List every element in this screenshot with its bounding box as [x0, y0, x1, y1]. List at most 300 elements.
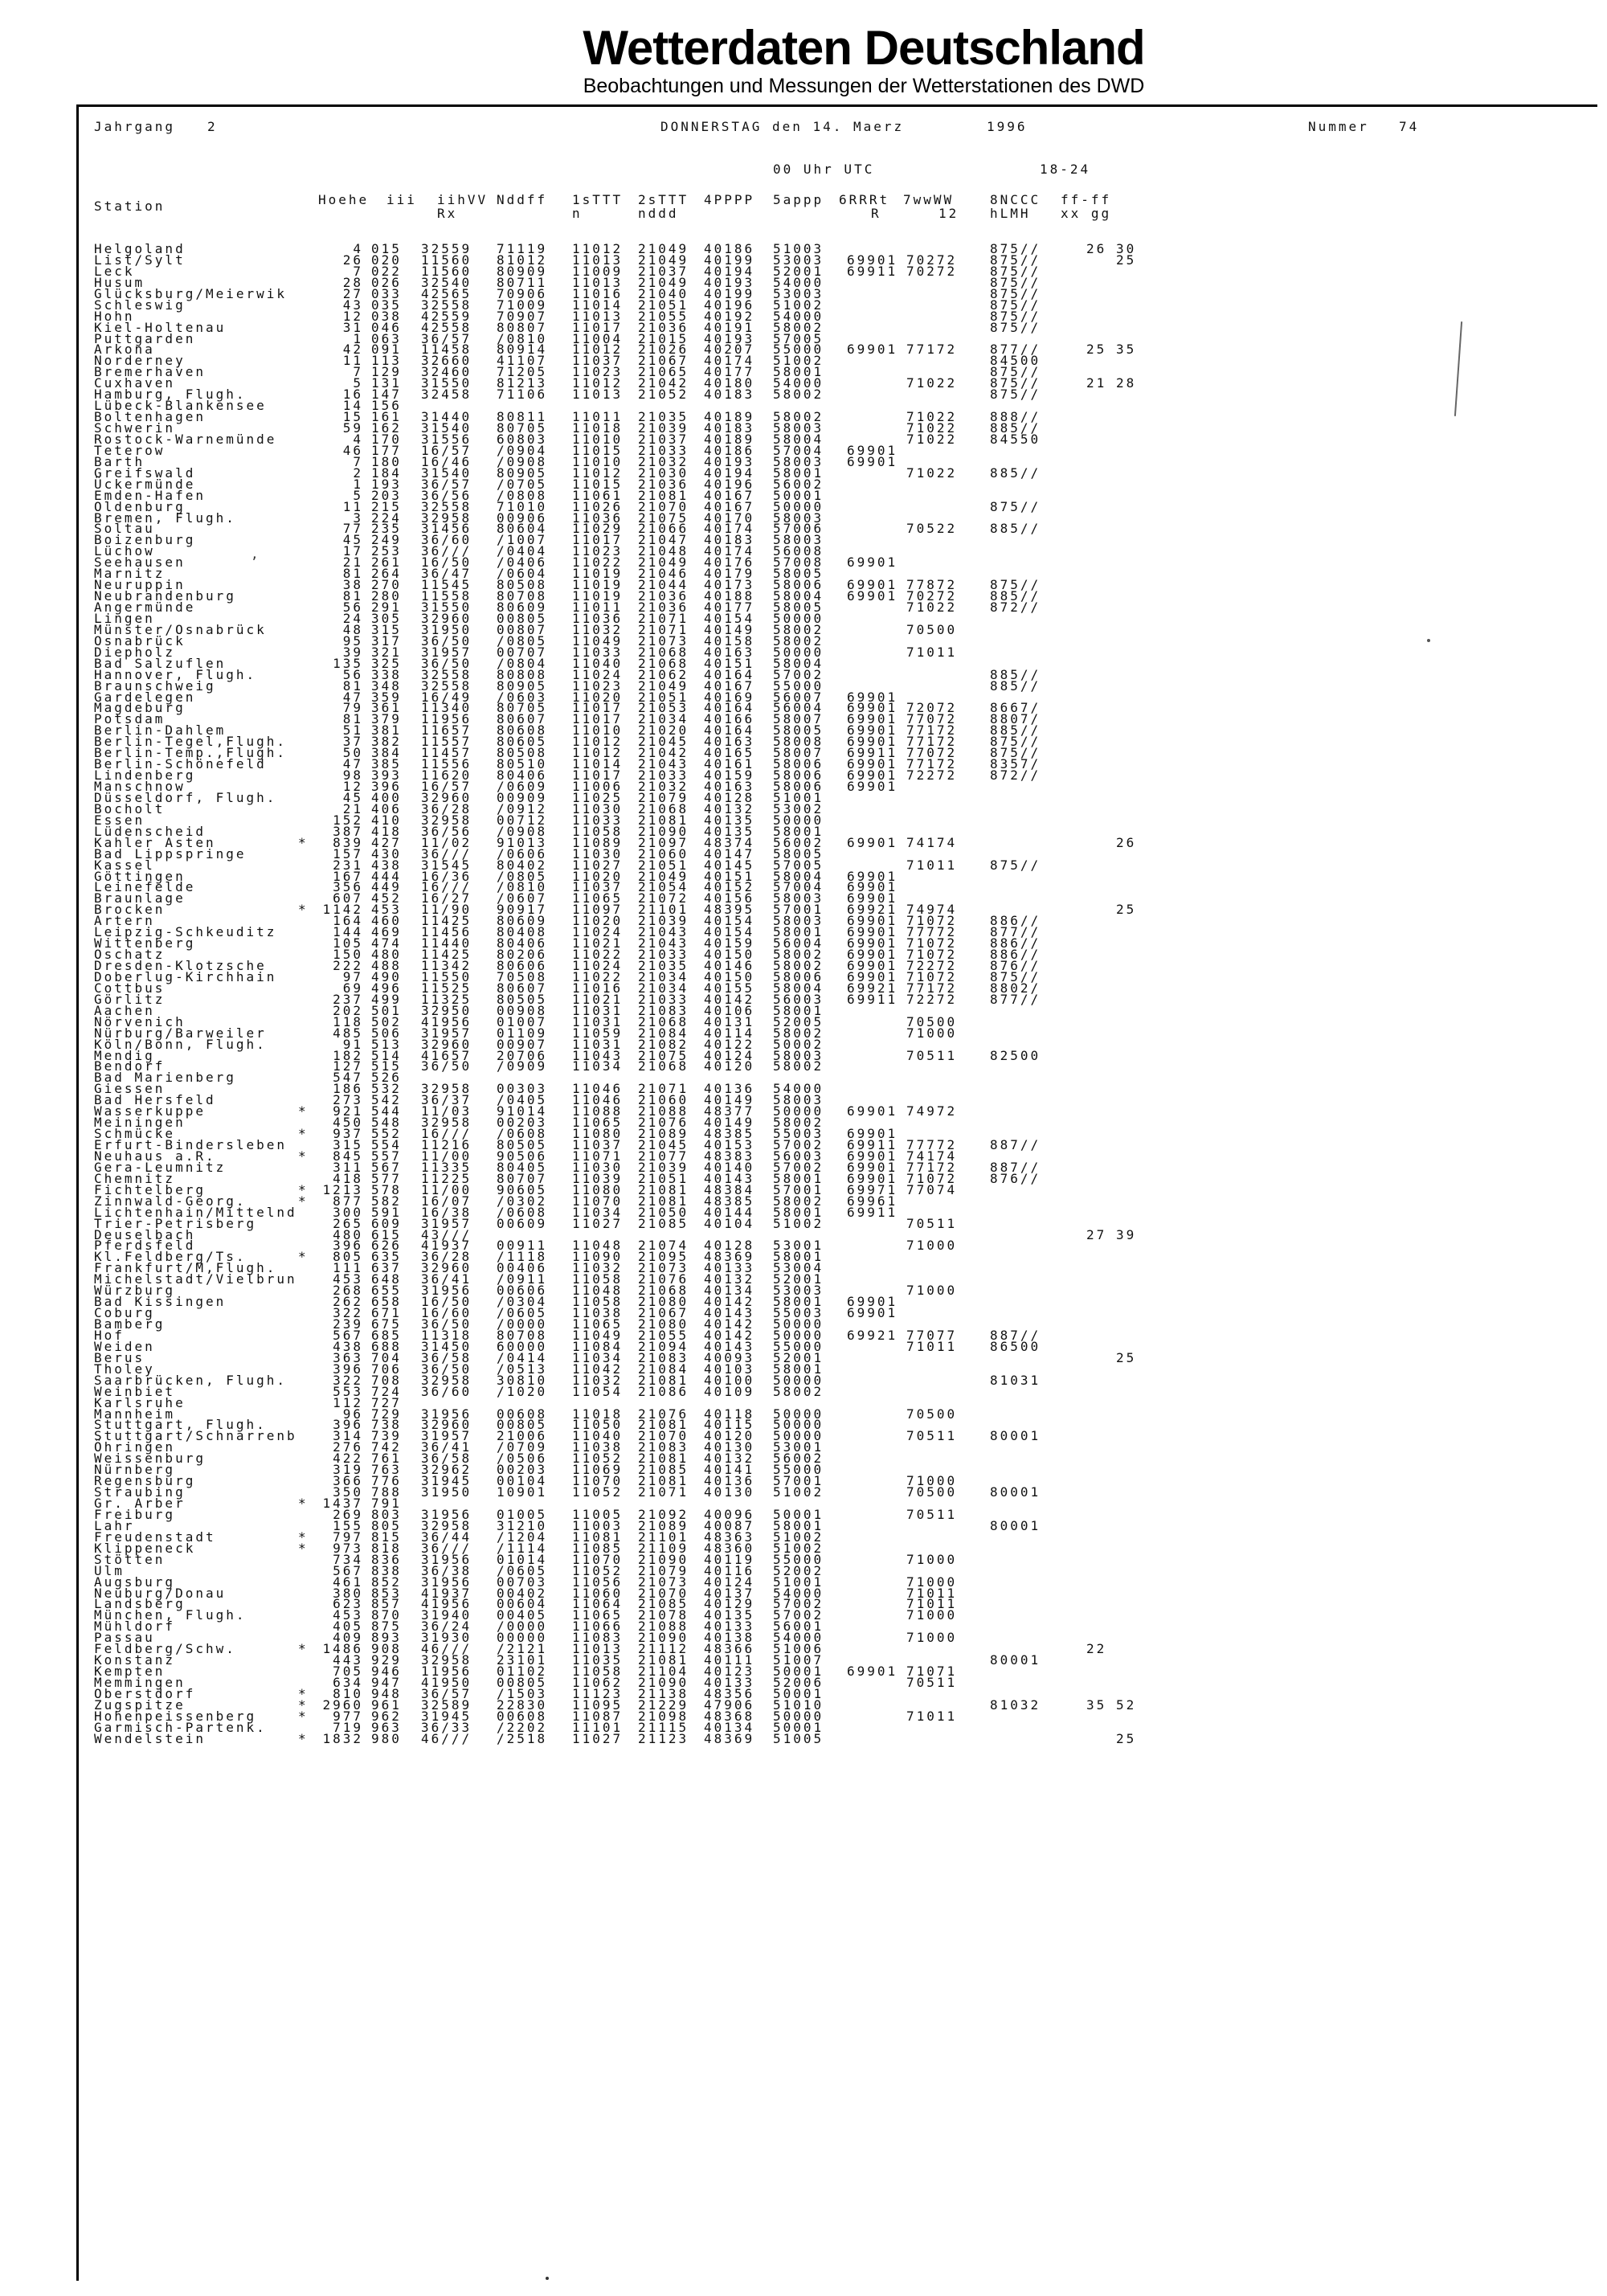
group-ihvv: 41657: [421, 1047, 472, 1063]
station-id: 496: [371, 980, 402, 996]
station-height: 45: [342, 532, 363, 548]
group-2sttt: 21042: [638, 745, 689, 761]
col-8nccc: 8NCCC: [990, 192, 1041, 207]
group-nddff: /1020: [497, 1383, 548, 1399]
group-1sttt: 11032: [572, 1372, 624, 1388]
group-5appp: 58005: [773, 566, 824, 582]
station-id: 552: [371, 1126, 402, 1142]
station-name: Teterow: [94, 442, 166, 458]
group-ihvv: 36/44: [421, 1529, 472, 1545]
station-name: Neuruppin: [94, 577, 186, 593]
group-ihvv: 11335: [421, 1159, 472, 1175]
group-2sttt: 21101: [638, 902, 689, 918]
station-name: Lüchow: [94, 543, 155, 559]
group-nddff: /0302: [497, 1193, 548, 1209]
station-name: Aachen: [94, 1002, 155, 1018]
group-nddff: 01102: [497, 1664, 548, 1680]
group-ihvv: 32950: [421, 1002, 472, 1018]
mountain-marker: *: [298, 1685, 309, 1701]
group-1sttt: 11005: [572, 1506, 624, 1522]
group-5appp: 51002: [773, 1529, 824, 1545]
group-5appp: 55000: [773, 1338, 824, 1354]
station-id: 384: [371, 745, 402, 761]
group-8nccc: 877//: [990, 991, 1041, 1007]
station-name: Lüdenscheid: [94, 823, 206, 839]
group-2sttt: 21101: [638, 1529, 689, 1545]
station-height: 152: [333, 812, 363, 828]
station-id: 215: [371, 498, 402, 514]
group-ihvv: 36/50: [421, 1361, 472, 1377]
group-nddff: 80606: [497, 958, 548, 973]
group-5appp: 56008: [773, 543, 824, 559]
station-height: 418: [333, 1170, 363, 1186]
group-8nccc: 888//: [990, 409, 1041, 425]
group-5appp: 56004: [773, 700, 824, 716]
group-5appp: 58006: [773, 767, 824, 784]
group-1sttt: 11058: [572, 1294, 624, 1310]
group-1sttt: 11012: [572, 465, 624, 481]
group-4pppp: 40193: [704, 453, 755, 469]
group-4pppp: 40133: [704, 1675, 755, 1690]
station-height: 45: [342, 789, 363, 805]
issue-number: 74: [1399, 119, 1420, 134]
station-id: 870: [371, 1607, 402, 1623]
station-name: Braunlage: [94, 890, 186, 907]
mountain-marker: *: [298, 1529, 309, 1545]
station-name: Magdeburg: [94, 700, 186, 716]
station-height: 81: [342, 566, 363, 582]
station-height: 276: [333, 1439, 363, 1455]
group-ihvv: 16/36: [421, 868, 472, 884]
station-id: 315: [371, 621, 402, 637]
margin-dot: [1427, 639, 1430, 642]
group-5appp: 56003: [773, 1148, 824, 1164]
group-2sttt: 21034: [638, 711, 689, 727]
col-ihvv-sub: Rx: [437, 206, 458, 221]
group-8nccc: 875//: [990, 577, 1041, 593]
group-5appp: 58004: [773, 655, 824, 671]
group-ihvv: 16/27: [421, 890, 472, 907]
station-id: 818: [371, 1540, 402, 1556]
group-2sttt: 21071: [638, 1081, 689, 1097]
gust-ff: 25: [1086, 342, 1107, 358]
group-7wwww: 71011: [906, 644, 958, 660]
station-height: 453: [333, 1607, 363, 1623]
group-1sttt: 11033: [572, 812, 624, 828]
group-ihvv: 31456: [421, 521, 472, 537]
group-4pppp: 48385: [704, 1193, 755, 1209]
group-4pppp: 40177: [704, 600, 755, 615]
station-name: Barth: [94, 453, 145, 469]
group-1sttt: 11061: [572, 487, 624, 503]
group-1sttt: 11027: [572, 1730, 624, 1746]
station-height: 81: [342, 677, 363, 694]
gust-ff: 22: [1086, 1641, 1107, 1657]
table-row: [0, 1383, 1607, 1399]
station-id: 761: [371, 1451, 402, 1467]
station-name: Osnabrück: [94, 632, 186, 649]
group-6rrrt: 69901: [847, 711, 898, 727]
volume-label: Jahrgang: [94, 119, 176, 134]
station-height: 7: [353, 453, 363, 469]
group-1sttt: 11052: [572, 1484, 624, 1500]
station-height: 2: [353, 465, 363, 481]
group-ihvv: 42558: [421, 319, 472, 335]
group-ihvv: 31957: [421, 1428, 472, 1444]
group-8nccc: 885//: [990, 465, 1041, 481]
group-2sttt: 21092: [638, 1506, 689, 1522]
group-nddff: 80608: [497, 722, 548, 739]
group-nddff: 80508: [497, 745, 548, 761]
station-height: 167: [333, 868, 363, 884]
group-2sttt: 21055: [638, 1327, 689, 1343]
station-id: 875: [371, 1619, 402, 1635]
group-2sttt: 21046: [638, 566, 689, 582]
group-5appp: 54000: [773, 274, 824, 290]
group-ihvv: 36/50: [421, 1058, 472, 1074]
station-id: 193: [371, 476, 402, 492]
station-id: 280: [371, 588, 402, 604]
group-2sttt: 21020: [638, 722, 689, 739]
group-nddff: 00805: [497, 610, 548, 626]
group-7wwww: 71000: [906, 1025, 958, 1041]
station-name: Berlin-Schönefeld: [94, 756, 267, 772]
group-nddff: /0810: [497, 330, 548, 346]
group-1sttt: 11050: [572, 1417, 624, 1433]
group-ihvv: 31957: [421, 644, 472, 660]
group-4pppp: 40173: [704, 577, 755, 593]
station-name: München, Flugh.: [94, 1607, 247, 1623]
group-5appp: 58001: [773, 465, 824, 481]
station-height: 363: [333, 1349, 363, 1365]
station-name: Potsdam: [94, 711, 166, 727]
group-6rrrt: 69901: [847, 834, 898, 850]
group-2sttt: 21081: [638, 1473, 689, 1489]
station-name: Emden-Hafen: [94, 487, 206, 503]
group-ihvv: 32558: [421, 666, 472, 682]
group-1sttt: 11034: [572, 1349, 624, 1365]
mountain-marker: *: [298, 1540, 309, 1556]
group-1sttt: 11024: [572, 666, 624, 682]
station-name: Greifswald: [94, 465, 196, 481]
station-height: 46: [342, 442, 363, 458]
group-4pppp: 48383: [704, 1148, 755, 1164]
station-height: 47: [342, 689, 363, 705]
station-name: Hof: [94, 1327, 125, 1343]
group-nddff: /0808: [497, 487, 548, 503]
group-2sttt: 21109: [638, 1540, 689, 1556]
station-height: 96: [342, 1406, 363, 1422]
group-5appp: 58003: [773, 1047, 824, 1063]
group-5appp: 50000: [773, 1417, 824, 1433]
station-height: 350: [333, 1484, 363, 1500]
group-8nccc: 81031: [990, 1372, 1041, 1388]
group-nddff: 00608: [497, 1406, 548, 1422]
group-1sttt: 11033: [572, 644, 624, 660]
group-1sttt: 11059: [572, 1025, 624, 1041]
group-1sttt: 11012: [572, 342, 624, 358]
group-1sttt: 11042: [572, 1361, 624, 1377]
group-5appp: 51002: [773, 1540, 824, 1556]
group-8nccc: 885//: [990, 420, 1041, 436]
col-station: Station: [94, 198, 166, 214]
group-nddff: 00604: [497, 1596, 548, 1612]
mountain-marker: *: [298, 1730, 309, 1746]
group-7wwww: 70511: [906, 1047, 958, 1063]
group-5appp: 55000: [773, 1551, 824, 1567]
group-2sttt: 21035: [638, 958, 689, 973]
station-name: Hannover, Flugh.: [94, 666, 257, 682]
station-id: 406: [371, 800, 402, 816]
group-4pppp: 48356: [704, 1685, 755, 1701]
group-8nccc: 84500: [990, 353, 1041, 369]
issue-header: [0, 119, 1607, 138]
group-1sttt: 11049: [572, 632, 624, 649]
group-1sttt: 11027: [572, 1215, 624, 1231]
group-nddff: /0709: [497, 1439, 548, 1455]
group-2sttt: 21040: [638, 285, 689, 301]
station-id: 908: [371, 1641, 402, 1657]
gust-gg: 39: [1116, 1226, 1137, 1242]
group-5appp: 58001: [773, 1361, 824, 1377]
group-ihvv: 36/57: [421, 330, 472, 346]
group-4pppp: 40130: [704, 1439, 755, 1455]
group-nddff: 00608: [497, 1708, 548, 1724]
group-7wwww: 71011: [906, 1708, 958, 1724]
group-2sttt: 21045: [638, 734, 689, 750]
group-ihvv: 36/37: [421, 1092, 472, 1108]
station-name: Würzburg: [94, 1283, 176, 1299]
group-1sttt: 11017: [572, 767, 624, 784]
group-4pppp: 40154: [704, 924, 755, 940]
group-nddff: 80408: [497, 924, 548, 940]
group-1sttt: 11040: [572, 1428, 624, 1444]
station-name: Lingen: [94, 610, 155, 626]
group-1sttt: 11021: [572, 991, 624, 1007]
station-height: 396: [333, 1238, 363, 1254]
col-1sttt-sub: n: [572, 206, 583, 221]
group-2sttt: 21229: [638, 1696, 689, 1713]
station-height: 42: [342, 342, 363, 358]
group-2sttt: 21081: [638, 1193, 689, 1209]
group-1sttt: 11036: [572, 510, 624, 526]
station-name: Mendig: [94, 1047, 155, 1063]
group-1sttt: 11046: [572, 1081, 624, 1097]
group-nddff: 80206: [497, 947, 548, 963]
group-nddff: /0805: [497, 868, 548, 884]
group-8nccc: 886//: [990, 935, 1041, 952]
group-5appp: 52001: [773, 1271, 824, 1287]
group-7wwww: 71022: [906, 409, 958, 425]
group-7wwww: 71072: [906, 913, 958, 929]
station-height: 50: [342, 745, 363, 761]
station-id: 325: [371, 655, 402, 671]
station-name: Freiburg: [94, 1506, 176, 1522]
station-id: 615: [371, 1226, 402, 1242]
station-height: 422: [333, 1451, 363, 1467]
group-5appp: 55000: [773, 677, 824, 694]
group-nddff: 91013: [497, 834, 548, 850]
group-8nccc: 8357/: [990, 756, 1041, 772]
group-ihvv: 32460: [421, 364, 472, 380]
station-id: 161: [371, 409, 402, 425]
station-id: 648: [371, 1271, 402, 1287]
group-ihvv: 32960: [421, 1036, 472, 1052]
gust-gg: 25: [1116, 902, 1137, 918]
group-1sttt: 11034: [572, 1058, 624, 1074]
group-2sttt: 21066: [638, 521, 689, 537]
station-name: Berus: [94, 1349, 145, 1365]
group-2sttt: 21085: [638, 1462, 689, 1478]
group-5appp: 53004: [773, 1260, 824, 1276]
group-7wwww: 71022: [906, 420, 958, 436]
group-nddff: 90605: [497, 1181, 548, 1197]
station-name: Braunschweig: [94, 677, 216, 694]
group-ihvv: 11340: [421, 700, 472, 716]
group-5appp: 51001: [773, 789, 824, 805]
group-ihvv: 36///: [421, 543, 472, 559]
group-1sttt: 11064: [572, 1596, 624, 1612]
group-4pppp: 40167: [704, 487, 755, 503]
group-ihvv: 11/03: [421, 1103, 472, 1119]
group-5appp: 50000: [773, 1428, 824, 1444]
station-id: 499: [371, 991, 402, 1007]
group-1sttt: 11056: [572, 1574, 624, 1590]
group-6rrrt: 69901: [847, 879, 898, 895]
group-7wwww: 71072: [906, 947, 958, 963]
station-height: 845: [333, 1148, 363, 1164]
group-5appp: 50000: [773, 1316, 824, 1332]
group-5appp: 58005: [773, 722, 824, 739]
group-5appp: 55003: [773, 1305, 824, 1321]
group-1sttt: 11049: [572, 1327, 624, 1343]
group-6rrrt: 69901: [847, 890, 898, 907]
group-2sttt: 21078: [638, 1607, 689, 1623]
group-1sttt: 11123: [572, 1685, 624, 1701]
group-5appp: 58003: [773, 510, 824, 526]
group-1sttt: 11036: [572, 610, 624, 626]
group-1sttt: 11013: [572, 274, 624, 290]
group-ihvv: 31450: [421, 1338, 472, 1354]
group-1sttt: 11032: [572, 621, 624, 637]
station-name: Gr. Arber: [94, 1496, 186, 1511]
group-nddff: 01014: [497, 1551, 548, 1567]
group-2sttt: 21049: [638, 555, 689, 571]
group-4pppp: 40174: [704, 543, 755, 559]
group-4pppp: 40119: [704, 1551, 755, 1567]
station-name: Gardelegen: [94, 689, 196, 705]
station-name: Regensburg: [94, 1473, 196, 1489]
station-height: 356: [333, 879, 363, 895]
group-6rrrt: 69901: [847, 252, 898, 268]
group-2sttt: 21079: [638, 1562, 689, 1578]
group-5appp: 57001: [773, 1181, 824, 1197]
group-1sttt: 11014: [572, 297, 624, 313]
station-height: 322: [333, 1372, 363, 1388]
group-4pppp: 40104: [704, 1215, 755, 1231]
group-ihvv: 32960: [421, 1417, 472, 1433]
station-name: Artern: [94, 913, 155, 929]
col-hoehe: Hoehe: [318, 192, 370, 207]
group-2sttt: 21089: [638, 1126, 689, 1142]
mountain-marker: *: [298, 1496, 309, 1511]
page-subtitle: Beobachtungen und Messungen der Wetterstationen des DWD: [583, 75, 1145, 97]
gust-gg: 28: [1116, 375, 1137, 391]
group-nddff: 80711: [497, 274, 548, 290]
col-7wwww: 7wwWW: [903, 192, 955, 207]
group-4pppp: 40131: [704, 1013, 755, 1029]
station-name: Lübeck-Blankensee: [94, 398, 267, 414]
group-4pppp: 40120: [704, 1428, 755, 1444]
group-ihvv: 41950: [421, 1675, 472, 1690]
group-4pppp: 40100: [704, 1372, 755, 1388]
group-6rrrt: 69921: [847, 902, 898, 918]
group-2sttt: 21104: [638, 1664, 689, 1680]
station-name: Köln/Bonn, Flugh.: [94, 1036, 267, 1052]
group-7wwww: 74972: [906, 1103, 958, 1119]
group-4pppp: 40137: [704, 1585, 755, 1601]
station-name: Dresden-Klotzsche: [94, 958, 267, 973]
station-id: 453: [371, 902, 402, 918]
station-id: 224: [371, 510, 402, 526]
group-1sttt: 11009: [572, 263, 624, 279]
group-2sttt: 21068: [638, 644, 689, 660]
station-height: 805: [333, 1249, 363, 1265]
group-nddff: 60803: [497, 431, 548, 447]
group-4pppp: 40150: [704, 947, 755, 963]
group-2sttt: 21088: [638, 1619, 689, 1635]
station-id: 724: [371, 1383, 402, 1399]
group-4pppp: 40176: [704, 555, 755, 571]
station-name: Marnitz: [94, 566, 166, 582]
group-2sttt: 21083: [638, 1439, 689, 1455]
group-nddff: 80811: [497, 409, 548, 425]
group-ihvv: 11456: [421, 924, 472, 940]
station-id: 805: [371, 1517, 402, 1533]
group-2sttt: 21042: [638, 375, 689, 391]
station-name: Leck: [94, 263, 135, 279]
station-name: Chemnitz: [94, 1170, 176, 1186]
group-4pppp: 40163: [704, 644, 755, 660]
station-height: 26: [342, 252, 363, 268]
group-2sttt: 21068: [638, 1013, 689, 1029]
station-name: Karlsruhe: [94, 1394, 186, 1410]
group-2sttt: 21036: [638, 319, 689, 335]
mountain-marker: *: [298, 1193, 309, 1209]
station-height: 567: [333, 1327, 363, 1343]
station-height: 127: [333, 1058, 363, 1074]
station-id: 488: [371, 958, 402, 973]
station-height: 1437: [322, 1496, 363, 1511]
group-2sttt: 21055: [638, 308, 689, 324]
group-2sttt: 21054: [638, 879, 689, 895]
station-name: Glücksburg/Meierwik: [94, 285, 288, 301]
mountain-marker: *: [298, 1641, 309, 1657]
group-2sttt: 21094: [638, 1338, 689, 1354]
group-2sttt: 21081: [638, 812, 689, 828]
group-4pppp: 40143: [704, 1170, 755, 1186]
station-height: 322: [333, 1305, 363, 1321]
group-1sttt: 11048: [572, 1238, 624, 1254]
station-name: Kempten: [94, 1664, 166, 1680]
group-1sttt: 11066: [572, 1619, 624, 1635]
station-height: 97: [342, 968, 363, 984]
station-id: 291: [371, 600, 402, 615]
group-1sttt: 11023: [572, 543, 624, 559]
group-5appp: 57005: [773, 330, 824, 346]
group-2sttt: 21062: [638, 666, 689, 682]
group-2sttt: 21085: [638, 1215, 689, 1231]
